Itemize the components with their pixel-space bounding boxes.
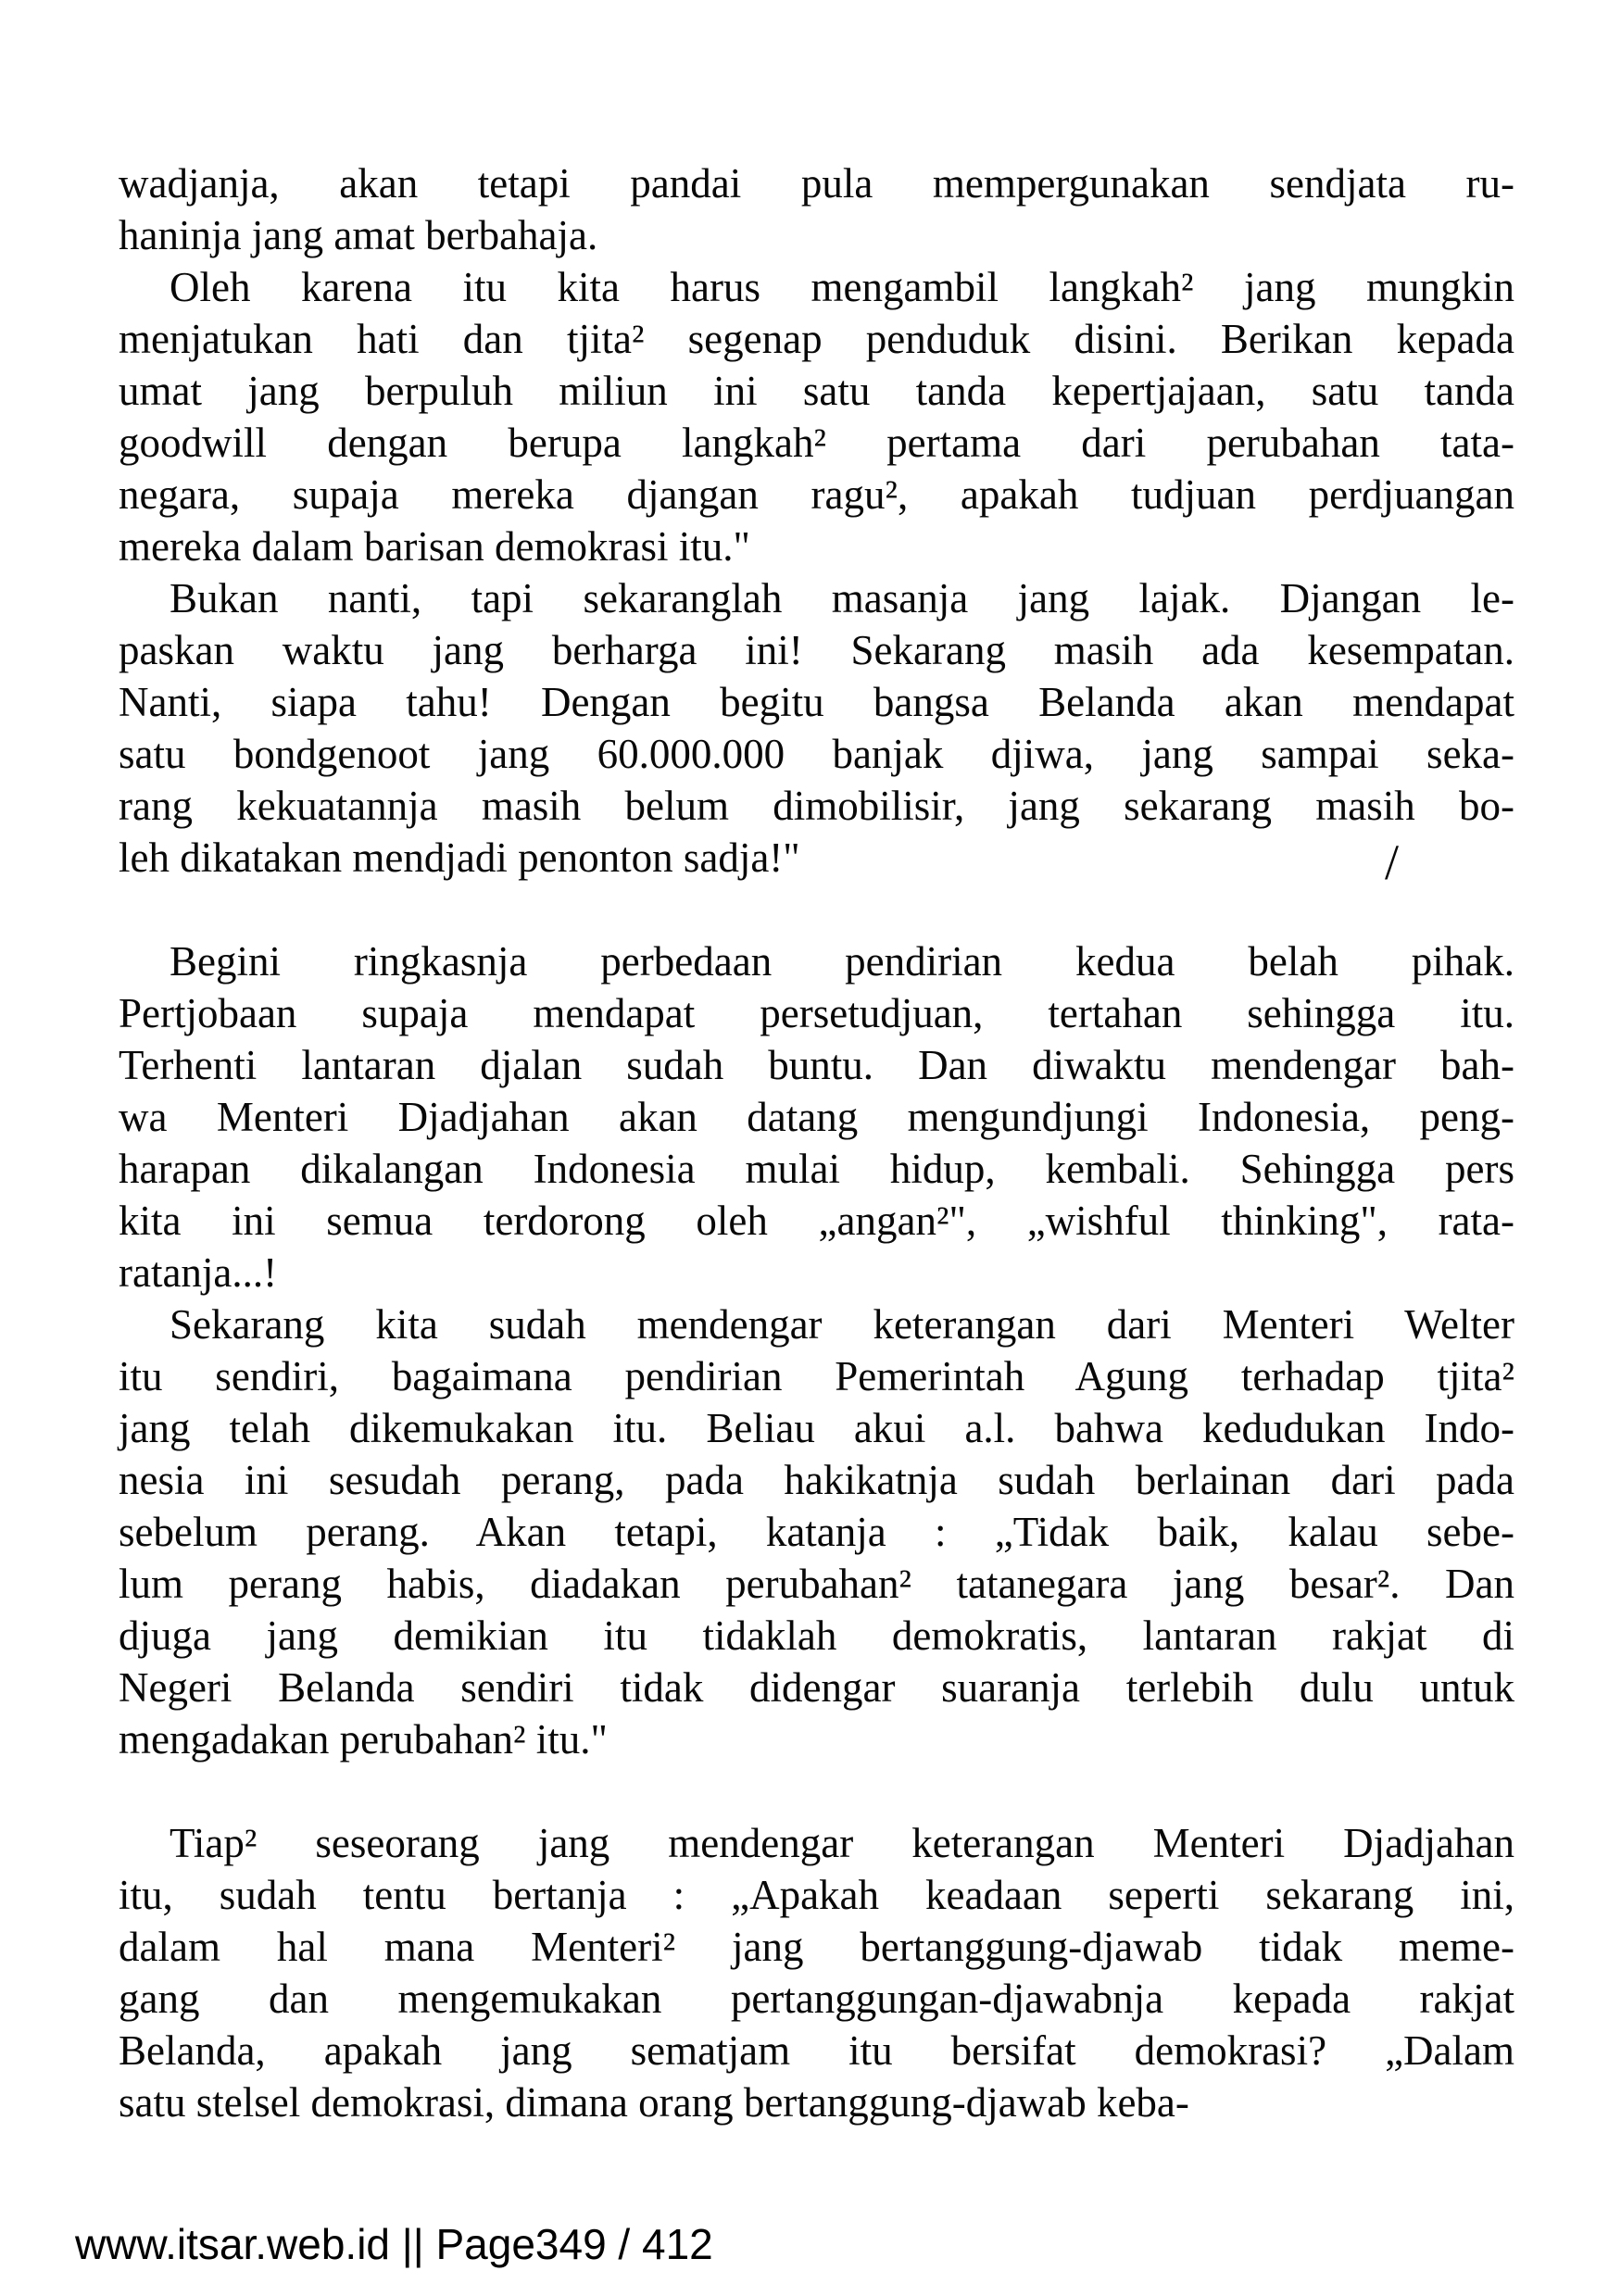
- text-line: harapan dikalangan Indonesia mulai hidup, kembali. Sehingga pers: [119, 1146, 1514, 1192]
- text-line: lum perang habis, diadakan perubahan² tatanegara jang besar². Dan: [119, 1561, 1514, 1607]
- text-line: gang dan mengemukakan pertanggungan-djawabnja kepada rakjat: [119, 1976, 1514, 2022]
- text-line: Nanti, siapa tahu! Dengan begitu bangsa Belanda akan mendapat: [119, 679, 1514, 725]
- text-line: umat jang berpuluh miliun ini satu tanda kepertjajaan, satu tanda: [119, 368, 1514, 414]
- text-line: itu, sudah tentu bertanja : „Apakah keadaan seperti sekarang ini,: [119, 1872, 1514, 1918]
- text-line: Terhenti lantaran djalan sudah buntu. Dan diwaktu mendengar bah-: [119, 1042, 1514, 1088]
- text-line: Tiap² seseorang jang mendengar keterangan Menteri Djadjahan: [170, 1820, 1514, 1866]
- text-line: Negeri Belanda sendiri tidak didengar suaranja terlebih dulu untuk: [119, 1664, 1514, 1711]
- text-line: mereka dalam barisan demokrasi itu.": [119, 523, 750, 570]
- text-line: rang kekuatannja masih belum dimobilisir, jang sekarang masih bo-: [119, 783, 1514, 829]
- text-line: paskan waktu jang berharga ini! Sekarang masih ada kesempatan.: [119, 627, 1514, 673]
- text-line: wadjanja, akan tetapi pandai pula mempergunakan sendjata ru-: [119, 160, 1514, 207]
- paragraph: [119, 261, 1514, 572]
- text-line: nesia ini sesudah perang, pada hakikatnja sudah berlainan dari pada: [119, 1457, 1514, 1503]
- footer-text: www.itsar.web.id || Page349 / 412: [75, 2220, 713, 2268]
- text-line: Belanda, apakah jang sematjam itu bersifat demokrasi? „Dalam: [119, 2027, 1514, 2074]
- text-line: kita ini semua terdorong oleh „angan²", „wishful thinking", rata-: [119, 1198, 1514, 1244]
- text-line: menjatukan hati dan tjita² segenap penduduk disini. Berikan kepada: [119, 316, 1514, 362]
- text-line: satu stelsel demokrasi, dimana orang bertanggung-djawab keba-: [119, 2079, 1189, 2126]
- text-line: ratanja...!: [119, 1249, 278, 1296]
- text-line: Begini ringkasnja perbedaan pendirian kedua belah pihak.: [170, 938, 1514, 985]
- paragraph: [119, 1299, 1514, 1765]
- paragraph: [119, 572, 1514, 890]
- text-line: itu sendiri, bagaimana pendirian Pemerintah Agung terhadap tjita²: [119, 1353, 1514, 1399]
- paragraph: [119, 1817, 1514, 2128]
- text-line: satu bondgenoot jang 60.000.000 banjak djiwa, jang sampai seka-: [119, 731, 1514, 777]
- text-line: leh dikatakan mendjadi penonton sadja!" /: [119, 834, 1400, 890]
- paragraph: [119, 157, 1514, 261]
- text-line: mengadakan perubahan² itu.": [119, 1716, 608, 1763]
- text-line: goodwill dengan berupa langkah² pertama dari perubahan tata-: [119, 420, 1514, 466]
- text-line: sebelum perang. Akan tetapi, katanja : „Tidak baik, kalau sebe-: [119, 1509, 1514, 1555]
- text-line: jang telah dikemukakan itu. Beliau akui a.l. bahwa kedudukan Indo-: [119, 1405, 1514, 1451]
- text-line: negara, supaja mereka djangan ragu², apakah tudjuan perdjuangan: [119, 471, 1514, 518]
- text-line: Bukan nanti, tapi sekaranglah masanja jang lajak. Djangan le-: [170, 575, 1514, 621]
- text-line: wa Menteri Djadjahan akan datang mengundjungi Indonesia, peng-: [119, 1094, 1514, 1140]
- text-line: djuga jang demikian itu tidaklah demokratis, lantaran rakjat di: [119, 1612, 1514, 1659]
- text-block: [119, 157, 1514, 2128]
- text-line: dalam hal mana Menteri² jang bertanggung-djawab tidak meme-: [119, 1924, 1514, 1970]
- text-line: Oleh karena itu kita harus mengambil langkah² jang mungkin: [170, 264, 1514, 310]
- stray-slash-mark: /: [1385, 834, 1400, 890]
- text-line: Sekarang kita sudah mendengar keterangan dari Menteri Welter: [170, 1301, 1514, 1348]
- text-line: Pertjobaan supaja mendapat persetudjuan, tertahan sehingga itu.: [119, 990, 1514, 1036]
- paragraph: [119, 935, 1514, 1299]
- text-line: haninja jang amat berbahaja.: [119, 212, 598, 258]
